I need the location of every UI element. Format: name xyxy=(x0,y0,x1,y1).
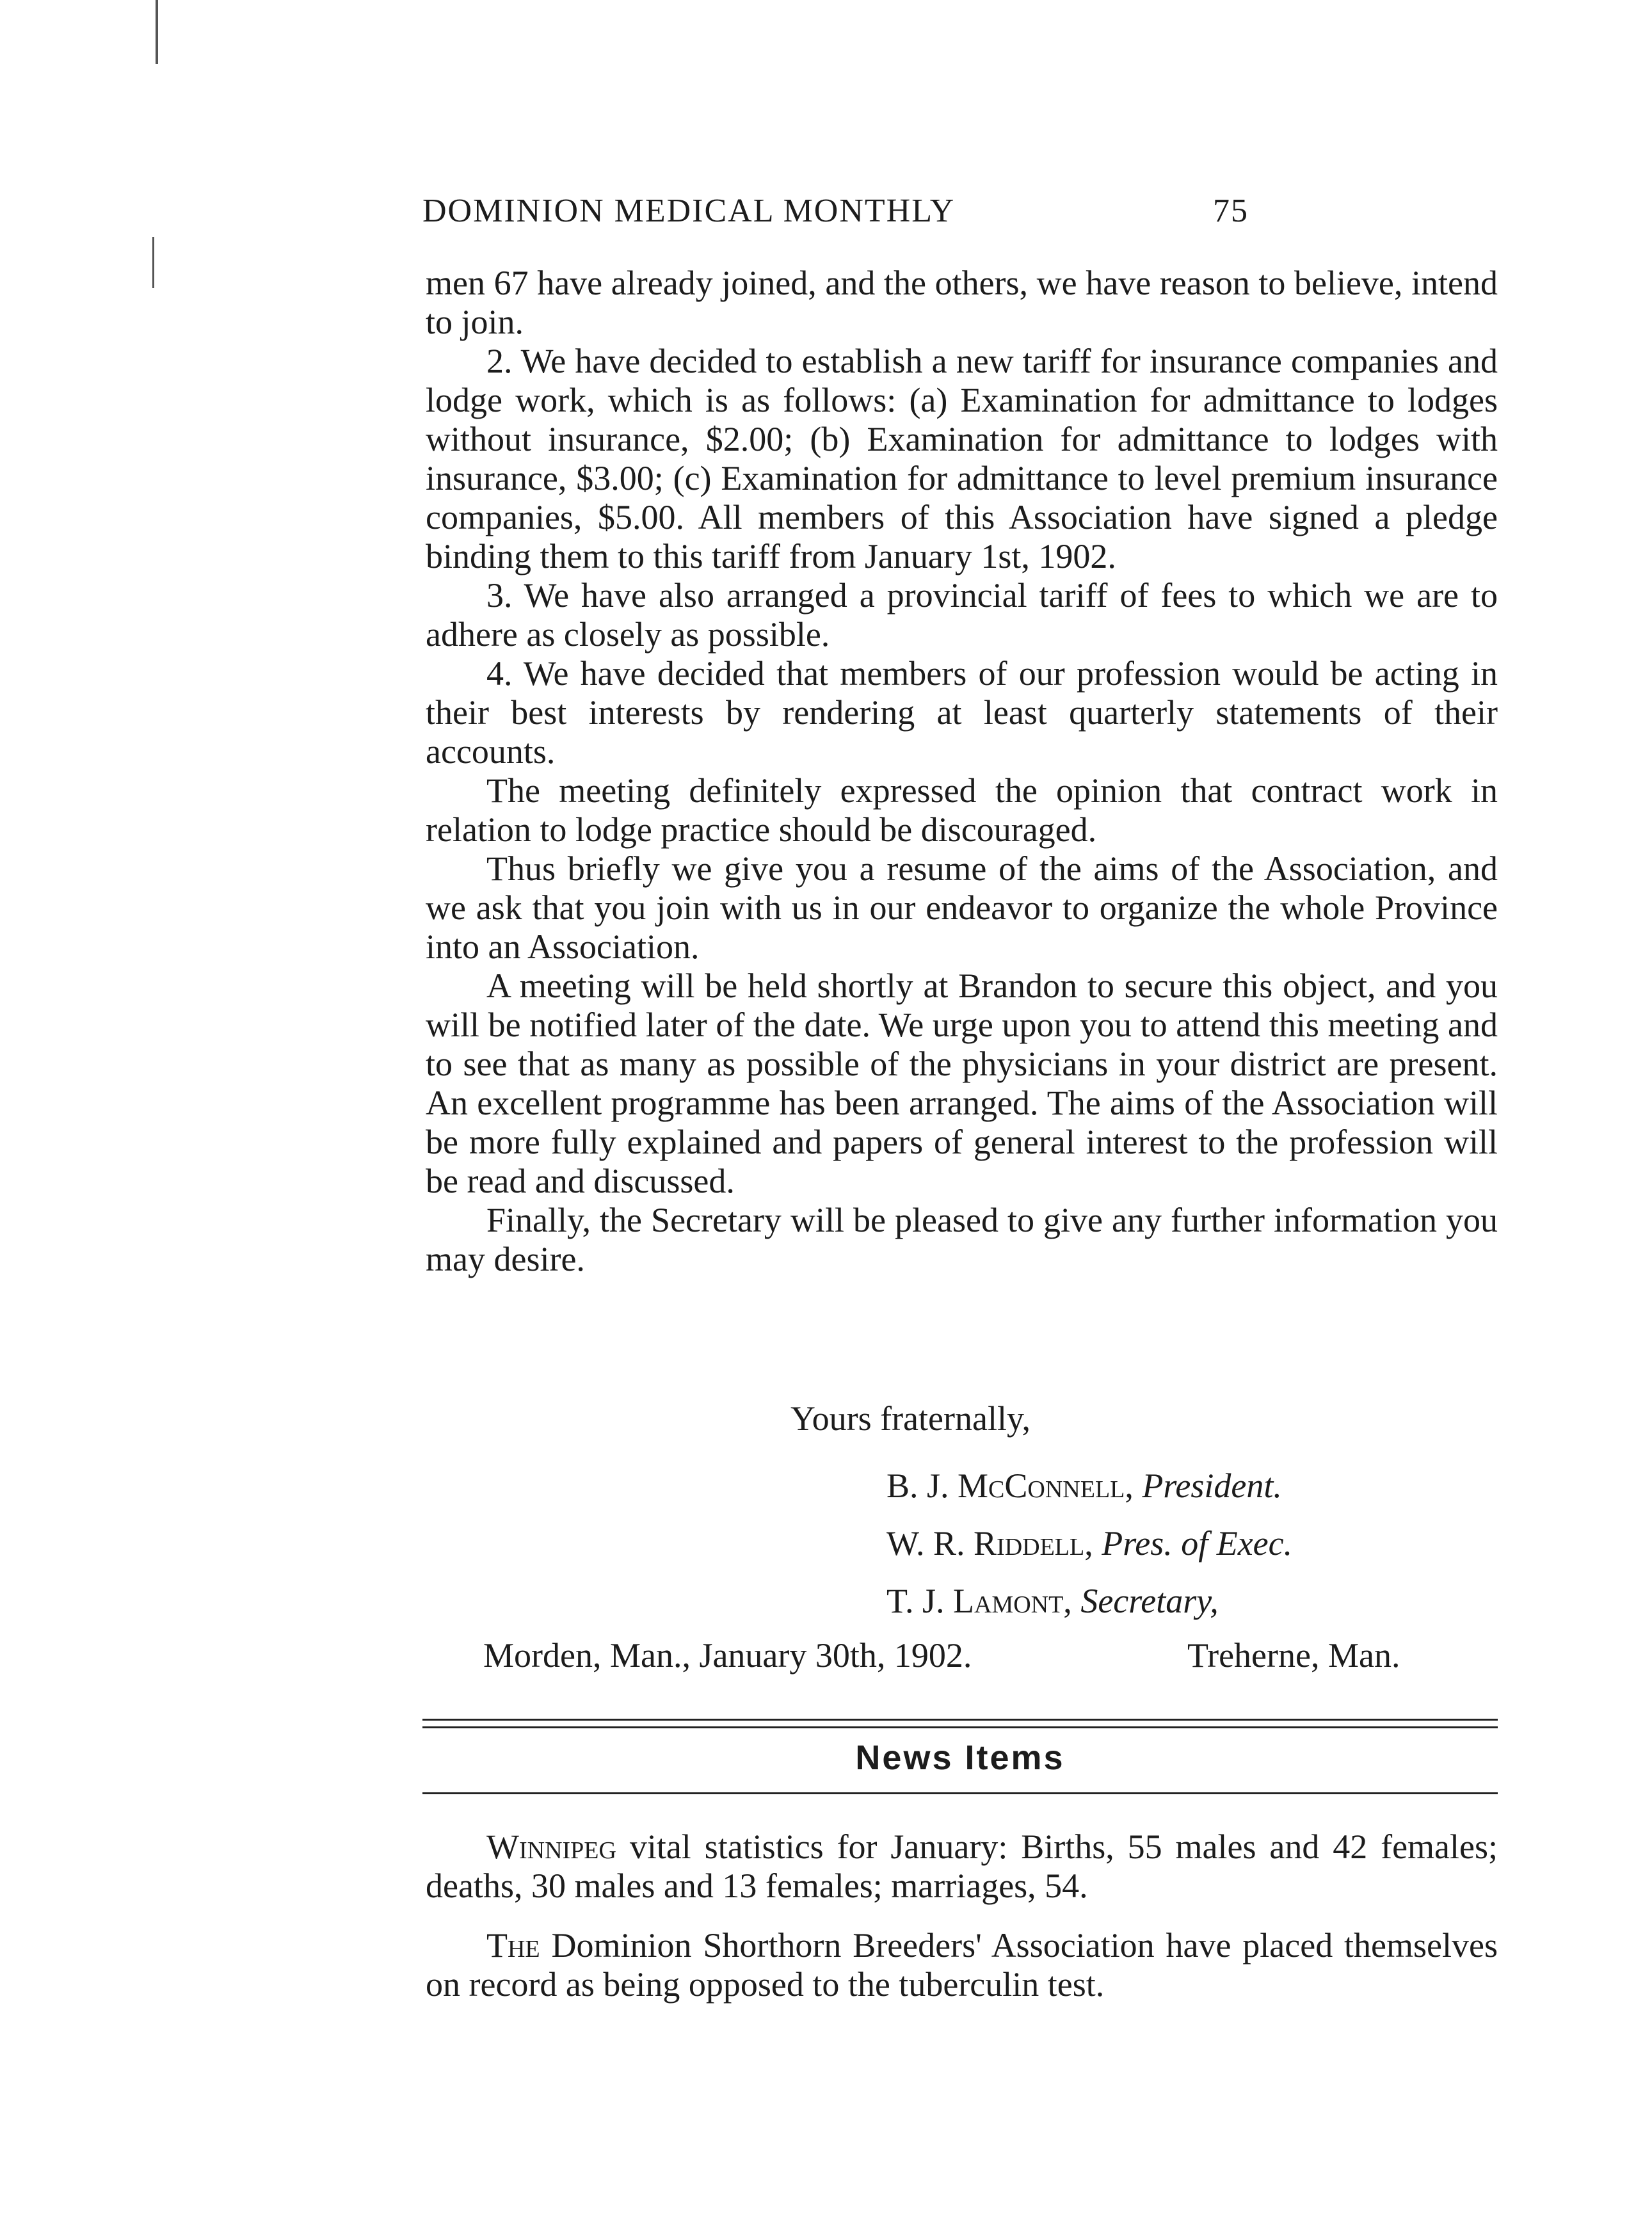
body-paragraph: 3. We have also arranged a provincial tariff of fees to which we are to adhere as closely as possible. xyxy=(426,576,1498,654)
body-paragraph: Thus briefly we give you a resume of the aims of the Association, and we ask that you join with us in our endeavor to organize the whole Province into an Association. xyxy=(426,849,1498,966)
signatory-name: W. R. Riddell, xyxy=(886,1524,1093,1563)
body-paragraph: men 67 have already joined, and the others, we have reason to believe, intend to join. xyxy=(426,264,1498,341)
section-divider-bottom xyxy=(422,1792,1498,1794)
place-secretary: Treherne, Man. xyxy=(1187,1636,1400,1675)
signatory-name: B. J. McConnell, xyxy=(886,1467,1134,1505)
body-paragraph: Finally, the Secretary will be pleased to give any further information you may desire. xyxy=(426,1201,1498,1278)
news-item-lead: Winnipeg xyxy=(486,1828,616,1866)
body-paragraph: 2. We have decided to establish a new tariff for insurance companies and lodge work, which is as follows: (a) Examination for admittance to lodges without insurance, $2.00; (b) Examination for admittance to lodges with insurance, $3.00; (c) Examination for admittance to level premium insurance companies, $5.00. All members of this Association have signed a pledge binding them to this tariff from January 1st, 1902. xyxy=(426,342,1498,575)
news-item xyxy=(426,1926,1498,2004)
letter-body xyxy=(426,264,1498,1279)
body-paragraph: 4. We have decided that members of our profession would be acting in their best interests by rendering at least quarterly statements of their accounts. xyxy=(426,654,1498,771)
salutation: Yours fraternally, xyxy=(790,1399,1030,1438)
news-item xyxy=(426,1828,1498,1906)
running-title: DOMINION MEDICAL MONTHLY xyxy=(422,193,956,229)
body-paragraph: The meeting definitely expressed the opinion that contract work in relation to lodge practice should be discouraged. xyxy=(426,771,1498,849)
news-item-lead: The xyxy=(486,1926,540,1965)
signatory-title: President. xyxy=(1142,1467,1282,1505)
signature-secretary xyxy=(886,1581,1219,1621)
section-title: News Items xyxy=(855,1739,1065,1777)
news-item-text: Dominion Shorthorn Breeders' Association have placed themselves on record as being opposed to the tuberculin test. xyxy=(426,1926,1498,2004)
signatory-title: Pres. of Exec. xyxy=(1102,1524,1293,1563)
signatory-name: T. J. Lamont, xyxy=(886,1582,1072,1620)
body-paragraph: A meeting will be held shortly at Brandon to secure this object, and you will be notified later of the date. We urge upon you to attend this meeting and to see that as many as possible of the physicians in your district are present. An excellent programme has been arranged. The aims of the Association will be more fully explained and papers of general interest to the profession will be read and discussed. xyxy=(426,967,1498,1200)
place-date: Morden, Man., January 30th, 1902. xyxy=(483,1636,972,1675)
section-divider-top xyxy=(422,1719,1498,1721)
section-divider-top xyxy=(422,1726,1498,1728)
signature-president xyxy=(886,1466,1282,1506)
scan-margin-mark xyxy=(152,237,154,288)
page-number: 75 xyxy=(1213,193,1249,229)
signature-executive xyxy=(886,1523,1292,1563)
news-item-text: vital statistics for January: Births, 55 males and 42 females; deaths, 30 males and 13 females; marriages, 54. xyxy=(426,1828,1498,1905)
news-items xyxy=(426,1828,1498,2025)
scan-margin-mark xyxy=(156,0,158,64)
signatory-title: Secretary, xyxy=(1080,1582,1219,1620)
